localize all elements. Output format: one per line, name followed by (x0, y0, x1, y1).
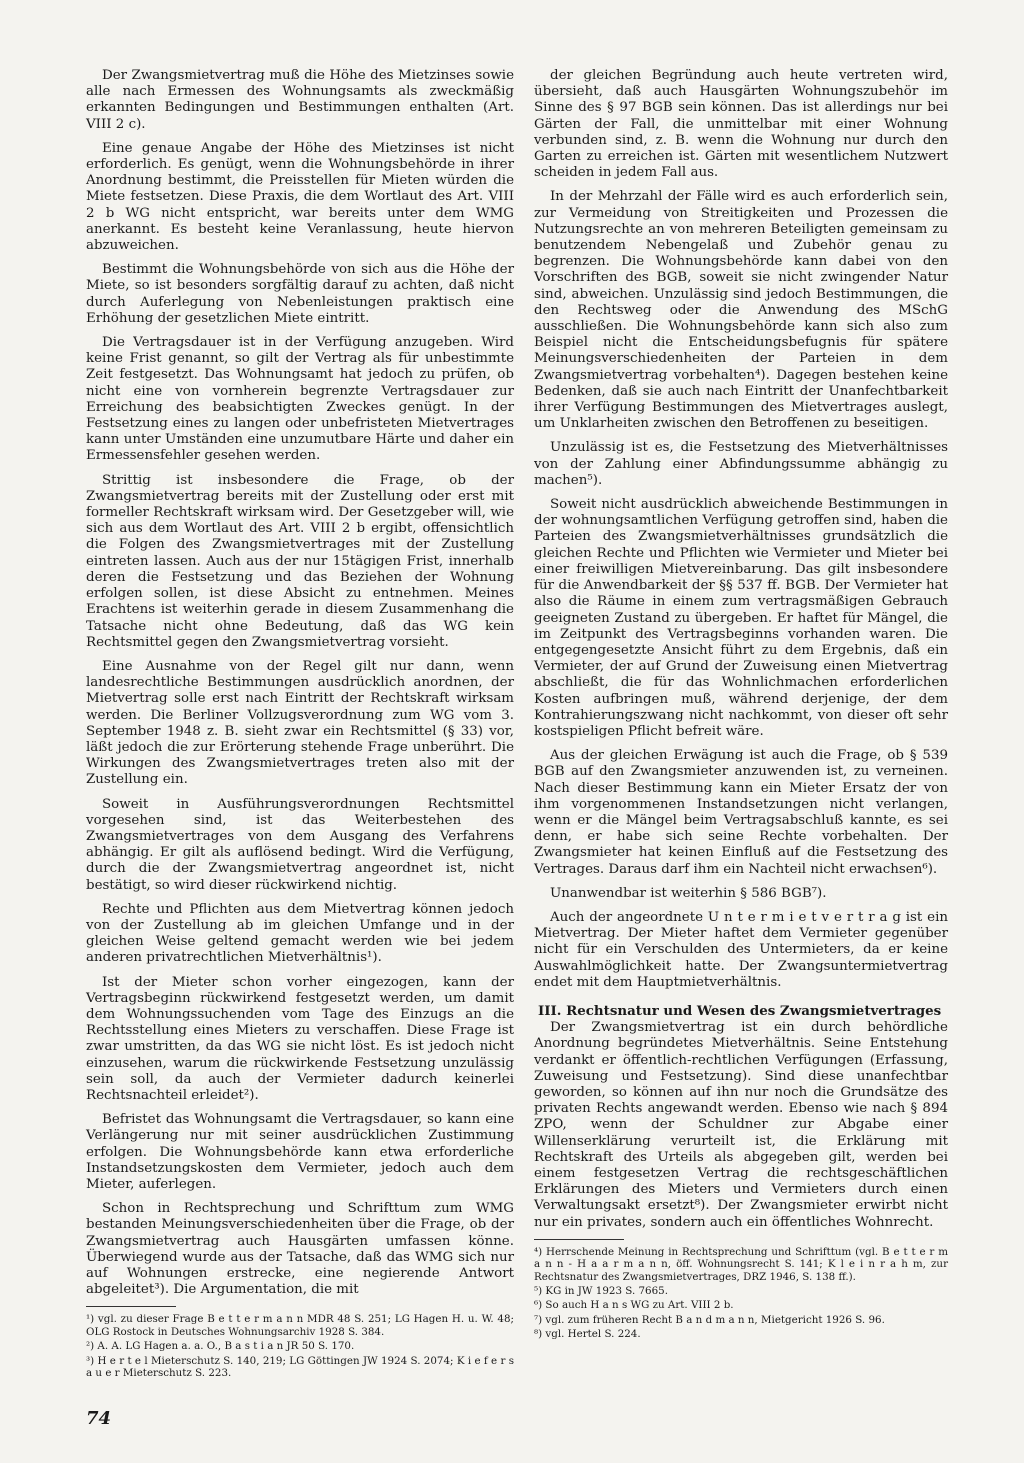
footnote: ⁶) So auch H a n s WG zu Art. VIII 2 b. (534, 1299, 734, 1312)
paragraph: In der Mehrzahl der Fälle wird es auch erforderlich sein, zur Vermeidung von Streitigkeiten und Prozessen die Nutzungsrechte an von mehreren Beteiligten gemeinsam zu benutzendem Nebengelaß und Zubehör genau zu begrenzen. Die Wohnungsbehörde kann dabei von den Vorschriften des BGB, soweit sie nicht zwingender Natur sind, abweichen. Unzulässig sind jedoch Bestimmungen, die den Rechtsweg oder die Anwendung des MSchG ausschließen. Die Wohnungsbehörde kann sich also zum Beispiel nicht die Entscheidungsbefugnis für spätere Meinungsverschiedenheiten der Parteien in dem Zwangsmietvertrag vorbehalten⁴). Dagegen bestehen keine Bedenken, daß sie auch nach Eintritt der Unanfechtbarkeit ihrer Verfügung Bestimmungen des Mietvertrages auslegt, um Unklarheiten zwischen den Betroffenen zu beseitigen. (534, 189, 948, 432)
footnote-divider (86, 1306, 176, 1307)
footnote: ²) A. A. LG Hagen a. a. O., B a s t i a n JR 50 S. 170. (86, 1340, 355, 1353)
paragraph: Der Zwangsmietvertrag ist ein durch behördliche Anordnung begründetes Mietverhältnis. Seine Entstehung verdankt er öffentlich-rechtlichen Verfügungen (Erfassung, Zuweisung und Festsetzung). Sind diese unanfechtbar geworden, so können auf ihn nur noch die Grundsätze des privaten Rechts angewandt werden. Ebenso wie nach § 894 ZPO, wenn der Schuldner zur Abgabe einer Willenserklärung verurteilt ist, die Erklärung mit Rechtskraft des Urteils als abgegeben gilt, werden bei einem festgesetzen Vertrag die rechtsgeschäftlichen Erklärungen des Mieters und Vermieters durch einen Verwaltungsakt ersetzt⁸). Der Zwangsmieter erwirbt nicht nur ein privates, sondern auch ein öffentliches Wohnrecht. (534, 1020, 948, 1230)
paragraph: Aus der gleichen Erwägung ist auch die Frage, ob § 539 BGB auf den Zwangsmieter anzuwenden ist, zu verneinen. Nach dieser Bestimmung kann ein Mieter Ersatz der von ihm vorgenommenen Instandsetzungen nicht verlangen, wenn er die Mängel beim Vertragsabschluß kannte, es sei denn, er habe sich seine Rechte vorbehalten. Der Zwangsmieter hat keinen Einfluß auf die Festsetzung des Vertrages. Daraus darf ihm ein Nachteil nicht erwachsen⁶). (534, 748, 948, 877)
footnote: ³) H e r t e l Mieterschutz S. 140, 219; LG Göttingen JW 1924 S. 2074; K i e f e r s a u e r Mieterschutz S. 223. (86, 1354, 514, 1380)
paragraph: Bestimmt die Wohnungsbehörde von sich aus die Höhe der Miete, so ist besonders sorgfältig darauf zu achten, daß nicht durch Auferlegung von Nebenleistungen praktisch eine Erhöhung der gesetzlichen Miete eintritt. (86, 262, 514, 326)
right-body-text (534, 68, 948, 991)
paragraph: Eine Ausnahme von der Regel gilt nur dann, wenn landesrechtliche Bestimmungen ausdrücklich anordnen, der Mietvertrag solle erst nach Eintritt der Rechtskraft wirksam werden. Die Berliner Vollzugsverordnung zum WG vom 3. September 1948 z. B. sieht zwar ein Rechtsmittel (§ 33) vor, läßt jedoch die zur Erörterung stehende Frage unberührt. Die Wirkungen des Zwangsmietvertrages treten also mit der Zustellung ein. (86, 658, 514, 788)
paragraph: Unzulässig ist es, die Festsetzung des Mietverhältnisses von der Zahlung einer Abfindungssumme abhängig zu machen⁵). (534, 440, 948, 488)
page-number: 74 (86, 1408, 112, 1429)
left-body-text (86, 68, 514, 1298)
footnote: ⁴) Herrschende Meinung in Rechtsprechung und Schrifttum (vgl. B e t t e r m a n n - H a a r m a n n, öff. Wohnungsrecht S. 141; K l e i n r a h m, zur Rechtsnatur des Zwangsmietvertrages, DRZ 1946, S. 138 ff.). (534, 1245, 948, 1283)
section-heading: III. Rechtsnatur und Wesen des Zwangsmietvertrages (538, 1002, 942, 1019)
footnote: ¹) vgl. zu dieser Frage B e t t e r m a n n MDR 48 S. 251; LG Hagen H. u. W. 48; OLG Rostock in Deutsches Wohnungsarchiv 1928 S. 384. (86, 1313, 514, 1338)
footnote-divider (534, 1239, 624, 1240)
paragraph: Rechte und Pflichten aus dem Mietvertrag können jedoch von der Zustellung ab im gleichen Umfange und in der gleichen Weise geltend gemacht werden wie bei jedem anderen privatrechtlichen Mietverhältnis¹). (86, 901, 514, 966)
paragraph: Befristet das Wohnungsamt die Vertragsdauer, so kann eine Verlängerung nur mit seiner ausdrücklichen Zustimmung erfolgen. Die Wohnungsbehörde kann etwa erforderliche Instandsetzungskosten dem Vermieter, jedoch auch dem Mieter, auferlegen. (86, 1112, 514, 1192)
left-footnotes (86, 1313, 514, 1379)
footnote: ⁷) vgl. zum früheren Recht B a n d m a n n, Mietgericht 1926 S. 96. (534, 1313, 885, 1326)
paragraph: Ist der Mieter schon vorher eingezogen, kann der Vertragsbeginn rückwirkend festgesetzt werden, um damit dem Wohnungssuchenden vom Tage des Einzugs an die Rechtsstellung eines Mieters zu verschaffen. Diese Frage ist zwar umstritten, da das WG sie nicht löst. Es ist jedoch nicht einzusehen, warum die rückwirkende Festsetzung unzulässig sein soll, da auch der Vermieter dadurch keinerlei Rechtsnachteil erleidet²). (86, 974, 514, 1103)
footnote: ⁸) vgl. Hertel S. 224. (534, 1328, 641, 1341)
paragraph: Der Zwangsmietvertrag muß die Höhe des Mietzinses sowie alle nach Ermessen des Wohnungsamts als zweckmäßig erkannten Bedingungen und Bestimmungen enthalten (Art. VIII 2 c). (86, 68, 514, 132)
section-body-text (534, 1020, 948, 1231)
paragraph: Strittig ist insbesondere die Frage, ob der Zwangsmietvertrag bereits mit der Zustellung oder erst mit formeller Rechtskraft wirksam wird. Der Gesetzgeber will, wie sich aus dem Wortlaut des Art. VIII 2 b ergibt, offensichtlich die Folgen des Zwangsmietvertrages mit der Zustellung eintreten lassen. Auch aus der nur 15tägigen Frist, innerhalb deren die Festsetzung und das Beziehen der Wohnung erfolgen sollen, ist diese Absicht zu entnehmen. Meines Erachtens ist weiterhin gerade in diesem Zusammenhang die Tatsache nicht ohne Bedeutung, daß das WG kein Rechtsmittel gegen den Zwangsmietvertrag vorsieht. (86, 472, 514, 650)
paragraph: Unanwendbar ist weiterhin § 586 BGB⁷). (550, 885, 827, 901)
paragraph: Eine genaue Angabe der Höhe des Mietzinses ist nicht erforderlich. Es genügt, wenn die Wohnungsbehörde in ihrer Anordnung bestimmt, die Preisstellen für Mieten würden die Miete festsetzen. Diese Praxis, die dem Wortlaut des Art. VIII 2 b WG nicht entspricht, war bereits unter dem WMG anerkannt. Es besteht keine Veranlassung, heute hiervon abzuweichen. (86, 140, 514, 254)
paragraph: Soweit in Ausführungsverordnungen Rechtsmittel vorgesehen sind, ist das Weiterbestehen des Zwangsmietvertrages von dem Ausgang des Verfahrens abhängig. Er gilt als auflösend bedingt. Wird die Verfügung, durch die der Zwangsmietvertrag angeordnet ist, nicht bestätigt, so wird dieser rückwirkend nichtig. (86, 796, 514, 893)
paragraph: Schon in Rechtsprechung und Schrifttum zum WMG bestanden Meinungsverschiedenheiten über die Frage, ob der Zwangsmietvertrag auch Hausgärten umfassen könne. Überwiegend wurde aus der Tatsache, daß das WMG sich nur auf Wohnungen erstrecke, eine negierende Antwort abgeleitet³). Die Argumentation, die mit (86, 1201, 514, 1298)
right-column (534, 68, 948, 1343)
left-column (86, 68, 514, 1381)
paragraph: der gleichen Begründung auch heute vertreten wird, übersieht, daß auch Hausgärten Wohnungszubehör im Sinne des § 97 BGB sein können. Das ist allerdings nur bei Gärten der Fall, die unmittelbar mit einer Wohnung verbunden sind, z. B. wenn die Wohnung nur durch den Garten zu erreichen ist. Gärten mit wesentlichem Nutzwert scheiden in jedem Fall aus. (534, 68, 948, 181)
paragraph: Soweit nicht ausdrücklich abweichende Bestimmungen in der wohnungsamtlichen Verfügung getroffen sind, haben die Parteien des Zwangsmietverhältnisses grundsätzlich die gleichen Rechte und Pflichten wie Vermieter und Mieter bei einer freiwilligen Mietvereinbarung. Das gilt insbesondere für die Anwendbarkeit der §§ 537 ff. BGB. Der Vermieter hat also die Räume in einem zum vertragsmäßigen Gebrauch geeigneten Zustand zu übergeben. Er haftet für Mängel, die im Zeitpunkt des Vertragsbeginns vorhanden waren. Die entgegengesetzte Ansicht führt zu dem Ergebnis, daß ein Vermieter, der auf Grund der Zuweisung einen Mietvertrag abschließt, die für das Wohnlichmachen erforderlichen Kosten aufbringen muß, während derjenige, der dem Kontrahierungszwang nicht nachkommt, von dieser oft sehr kostspieligen Pflicht befreit wäre. (534, 497, 948, 739)
paragraph: Auch der angeordnete U n t e r m i e t v e r t r a g ist ein Mietvertrag. Der Mieter haftet dem Vermieter gegenüber nicht für ein Verschulden des Untermieters, da er keine Auswahlmöglichkeit hatte. Der Zwangsuntermietvertrag endet mit dem Hauptmietverhältnis. (534, 909, 948, 990)
paragraph: Die Vertragsdauer ist in der Verfügung anzugeben. Wird keine Frist genannt, so gilt der Vertrag als für unbestimmte Zeit festgesetzt. Das Wohnungsamt hat jedoch zu prüfen, ob nicht eine von vornherein begrenzte Vertragsdauer zur Erreichung des beabsichtigten Zweckes genügt. In der Festsetzung eines zu langen oder unbefristeten Mietvertrages kann unter Umständen eine unzumutbare Härte und daher ein Ermessensfehler gesehen werden. (86, 335, 514, 464)
right-footnotes (534, 1246, 948, 1341)
footnote: ⁵) KG in JW 1923 S. 7665. (534, 1285, 668, 1298)
